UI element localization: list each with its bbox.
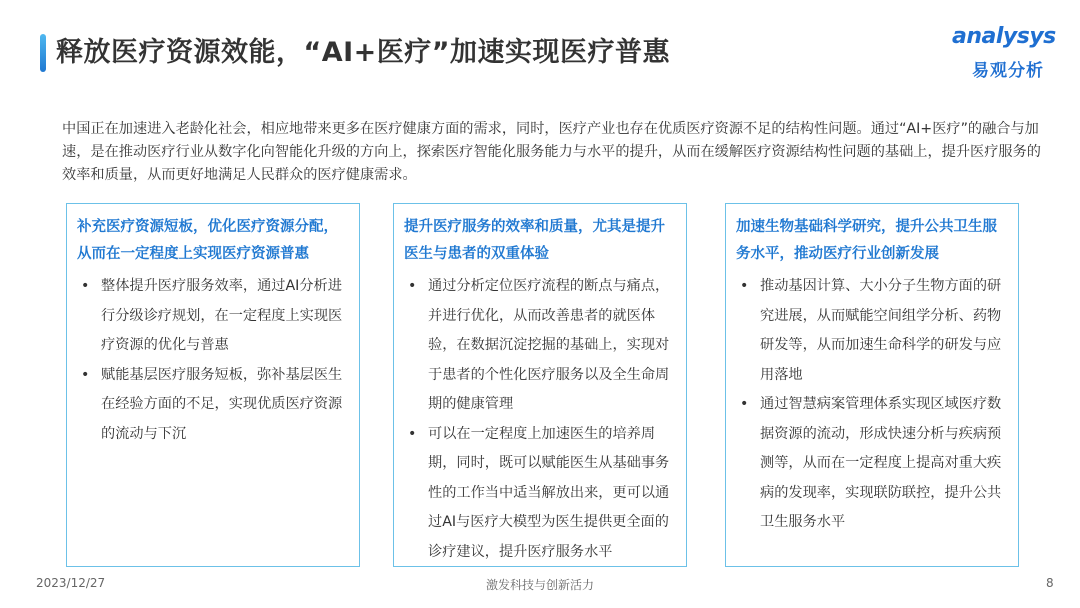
intro-text: 中国正在加速进入老龄化社会，相应地带来更多在医疗健康方面的需求，同时，医疗产业也存在优质医疗资源不足的结构性问题。通过“AI+医疗”的融合与加速，是在推动医疗行业从数字化向智能化升级的方向上，探索医疗智能化服务能力与水平的提升，从而在缓解医疗资源结构性问题的基础上，提升医疗服务的效率和质量，从而更好地满足人民群众的医疗健康需求。 <box>62 121 1041 183</box>
bullet-dot: • <box>408 425 417 442</box>
bullet-dot: • <box>740 278 749 294</box>
card-bioscience-research <box>725 203 1019 567</box>
analysys-logo <box>952 24 1062 82</box>
card-heading: 加速生物基础科学研究，提升公共卫生服务水平，推动医疗行业创新发展 <box>736 219 997 262</box>
bullet-dot: • <box>81 278 90 294</box>
logo-brand-cn: 易观分析 <box>972 61 1044 81</box>
card-service-efficiency <box>393 203 687 567</box>
list-item: • 整体提升医疗服务效率，通过AI分析进行分级诊疗规划，在一定程度上实现医疗资源的优化与普惠 <box>77 272 347 361</box>
list-item: • 可以在一定程度上加速医生的培养周期，同时，既可以赋能医生从基础事务性的工作当中适当解放出来，更可以通过AI与医疗大模型为医生提供更全面的诊疗建议，提升医疗服务水平 <box>404 420 674 568</box>
card-heading: 补充医疗资源短板，优化医疗资源分配，从而在一定程度上实现医疗资源普惠 <box>77 219 338 262</box>
footer-tagline: 激发科技与创新活力 <box>485 578 594 592</box>
list-item: • 通过分析定位医疗流程的断点与痛点，并进行优化，从而改善患者的就医体验，在数据沉淀挖掘的基础上，实现对于患者的个性化医疗服务以及全生命周期的健康管理 <box>404 272 674 420</box>
card-bullet-list <box>726 272 1018 538</box>
card-resource-allocation <box>66 203 360 567</box>
bullet-dot: • <box>81 366 90 383</box>
intro-paragraph <box>62 118 1042 187</box>
list-item: • 赋能基层医疗服务短板，弥补基层医生在经验方面的不足，实现优质医疗资源的流动与下沉 <box>77 361 347 450</box>
page-number: 8 <box>1046 576 1054 590</box>
logo-brand-text: analysys <box>952 24 1056 49</box>
card-bullet-list <box>394 272 686 567</box>
list-item: • 推动基因计算、大小分子生物方面的研究进展，从而赋能空间组学分析、药物研发等，从而加速生命科学的研发与应用落地 <box>736 272 1006 390</box>
title-accent-bar <box>40 34 46 72</box>
footer-date: 2023/12/27 <box>36 576 106 590</box>
bullet-dot: • <box>408 278 417 294</box>
bullet-dot: • <box>740 396 749 412</box>
page-title: 释放医疗资源效能，“AI+医疗”加速实现医疗普惠 <box>56 37 671 68</box>
card-bullet-list <box>67 272 359 449</box>
card-heading: 提升医疗服务的效率和质量，尤其是提升医生与患者的双重体验 <box>404 219 665 262</box>
list-item: • 通过智慧病案管理体系实现区域医疗数据资源的流动，形成快速分析与疾病预测等，从而在一定程度上提高对重大疾病的发现率，实现联防联控，提升公共卫生服务水平 <box>736 390 1006 538</box>
